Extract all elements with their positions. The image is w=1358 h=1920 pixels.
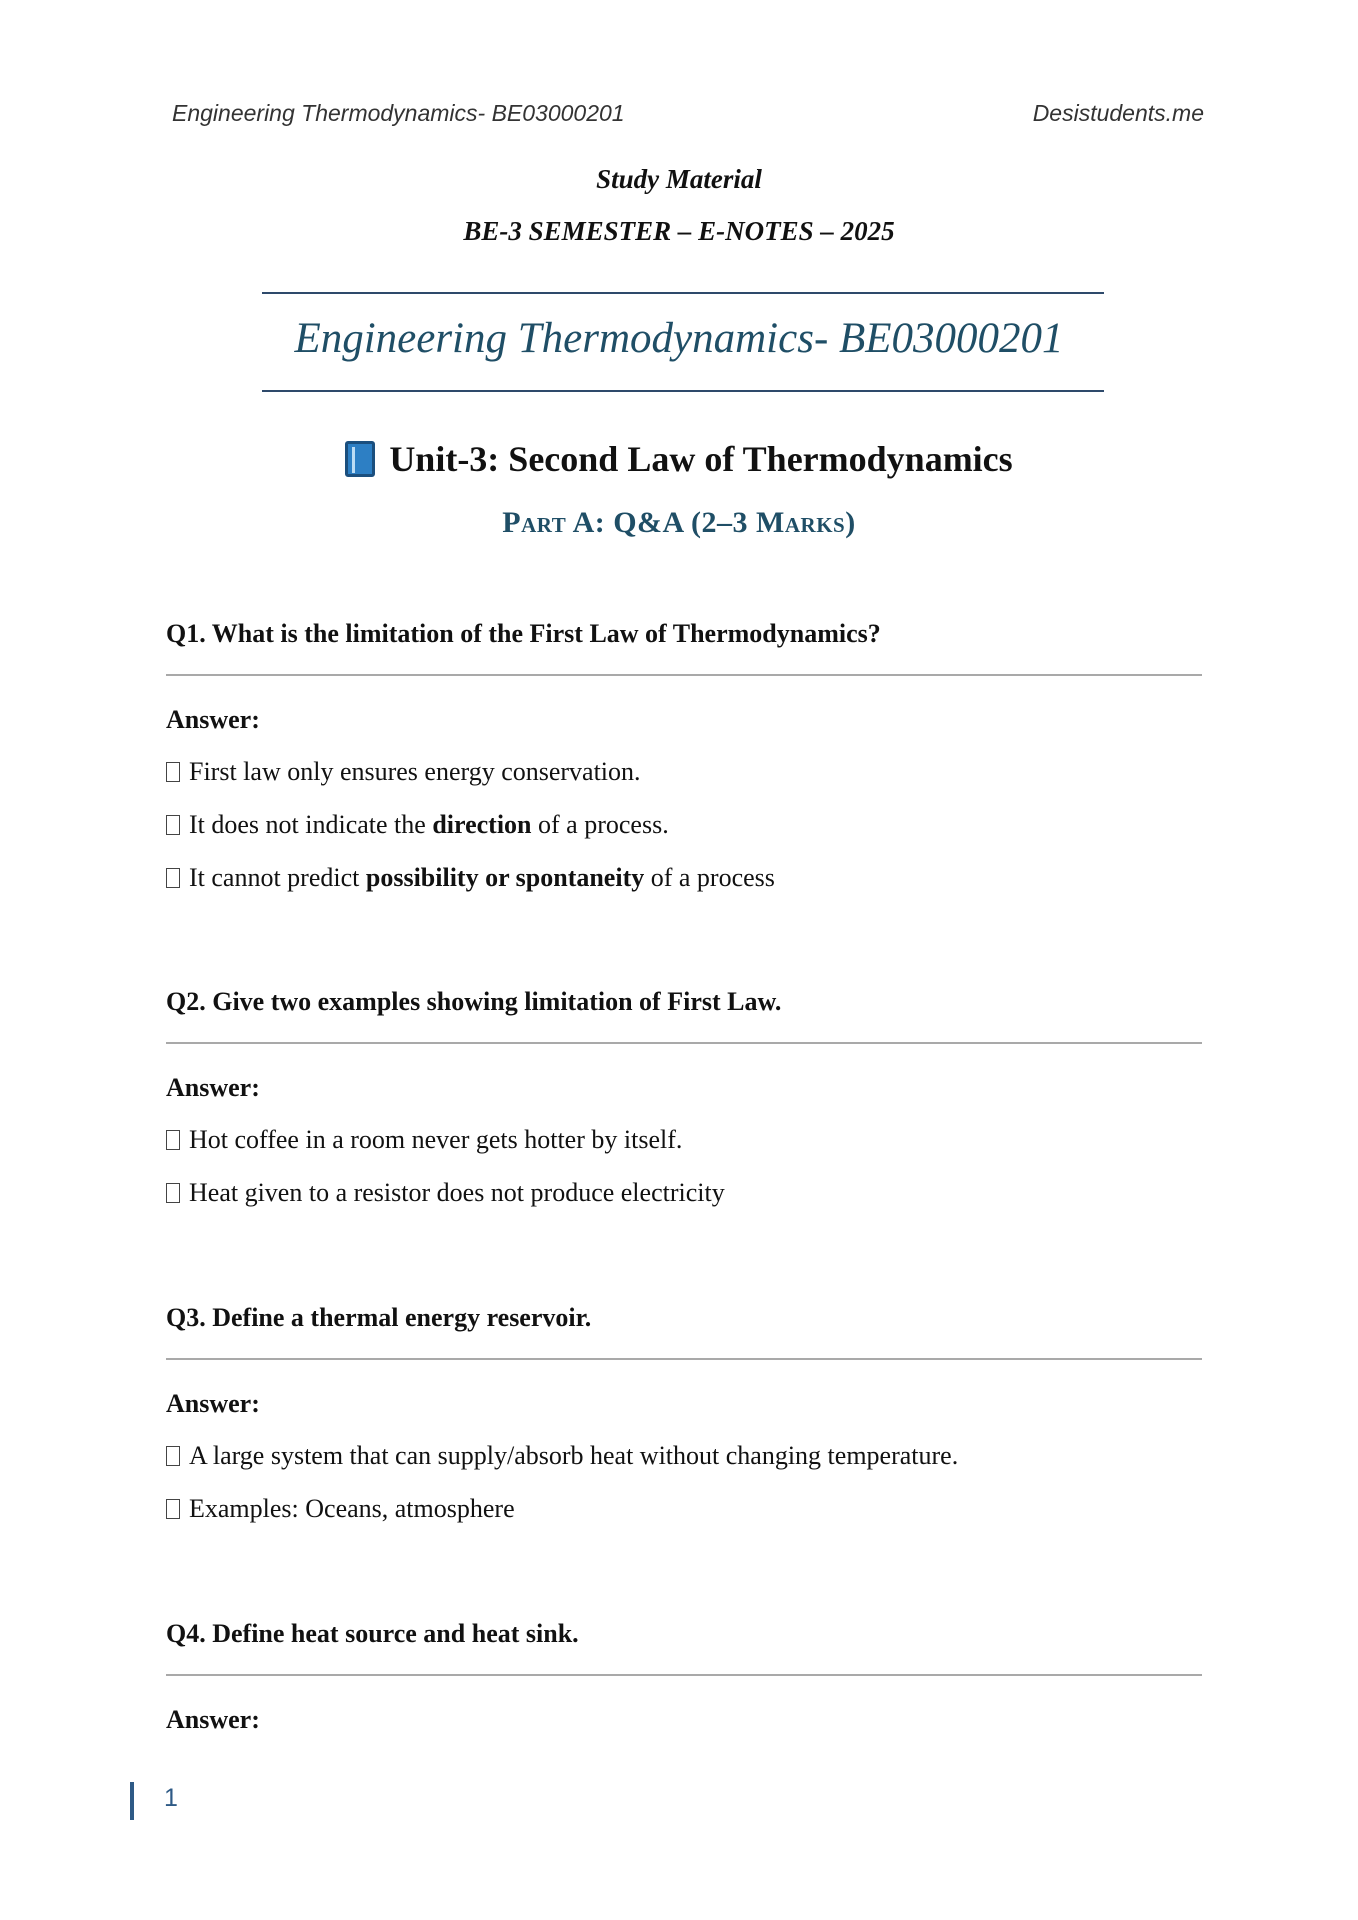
- page-number: 1: [164, 1784, 178, 1812]
- answer-label: Answer:: [166, 1705, 260, 1734]
- part-title: Part A: Q&A (2–3 Marks): [502, 506, 856, 539]
- answer-point: [166, 756, 1202, 788]
- qa-block-q2: [166, 986, 1202, 1209]
- question-text: Q2. Give two examples showing limitation of First Law.: [166, 987, 782, 1016]
- answer-point-text: of a process.: [531, 810, 669, 839]
- question-text: Q4. Define heat source and heat sink.: [166, 1619, 579, 1648]
- question-divider: [166, 1358, 1202, 1360]
- box-glyph-icon: [166, 1446, 180, 1466]
- unit-title: Unit-3: Second Law of Thermodynamics: [389, 439, 1013, 479]
- answer-point-text: Examples: Oceans, atmosphere: [189, 1494, 515, 1523]
- box-glyph-icon: [166, 1499, 180, 1519]
- answer-point-emphasis: possibility or spontaneity: [365, 863, 645, 892]
- running-header: [172, 100, 1204, 134]
- question-divider: [166, 1674, 1202, 1676]
- answer-point: [166, 1124, 1202, 1156]
- blue-book-icon: [345, 441, 375, 477]
- box-glyph-icon: [166, 1130, 180, 1150]
- unit-heading: [0, 438, 1358, 480]
- answer-point-text: First law only ensures energy conservation.: [189, 757, 641, 786]
- answer-point-text: It cannot predict: [189, 863, 366, 892]
- answer-point-text: Hot coffee in a room never gets hotter by itself.: [189, 1125, 683, 1154]
- question-divider: [166, 1042, 1202, 1044]
- study-material-label: Study Material: [596, 164, 762, 194]
- box-glyph-icon: [166, 868, 180, 888]
- box-glyph-icon: [166, 762, 180, 782]
- answer-point-text: It does not indicate the: [189, 810, 433, 839]
- box-glyph-icon: [166, 1183, 180, 1203]
- answer-label: Answer:: [166, 1389, 260, 1418]
- answer-point-text: Heat given to a resistor does not produce electricity: [189, 1178, 725, 1207]
- question-text: Q3. Define a thermal energy reservoir.: [166, 1303, 592, 1332]
- answer-point: [166, 1440, 1202, 1472]
- header-course-title: Engineering Thermodynamics- BE03000201: [172, 100, 625, 126]
- qa-block-q1: [166, 618, 1202, 894]
- answer-point: [166, 862, 1202, 894]
- header-site-name: Desistudents.me: [1032, 100, 1204, 126]
- answer-point-text: of a process: [644, 863, 775, 892]
- title-rule-top: [262, 292, 1104, 294]
- answer-label: Answer:: [166, 1073, 260, 1102]
- answer-point: [166, 809, 1202, 841]
- answer-point-text: A large system that can supply/absorb heat without changing temperature.: [189, 1441, 959, 1470]
- answer-label: Answer:: [166, 705, 260, 734]
- qa-block-q4: [166, 1618, 1202, 1736]
- course-title: Engineering Thermodynamics- BE03000201: [294, 315, 1064, 362]
- question-text: Q1. What is the limitation of the First Law of Thermodynamics?: [166, 619, 881, 648]
- semester-line: BE-3 SEMESTER – E-NOTES – 2025: [463, 216, 895, 246]
- answer-point: [166, 1493, 1202, 1525]
- answer-point-emphasis: direction: [432, 810, 532, 839]
- box-glyph-icon: [166, 815, 180, 835]
- title-rule-bottom: [262, 390, 1104, 392]
- answer-point: [166, 1177, 1202, 1209]
- qa-block-q3: [166, 1302, 1202, 1525]
- footer-accent-bar: [130, 1782, 134, 1820]
- question-divider: [166, 674, 1202, 676]
